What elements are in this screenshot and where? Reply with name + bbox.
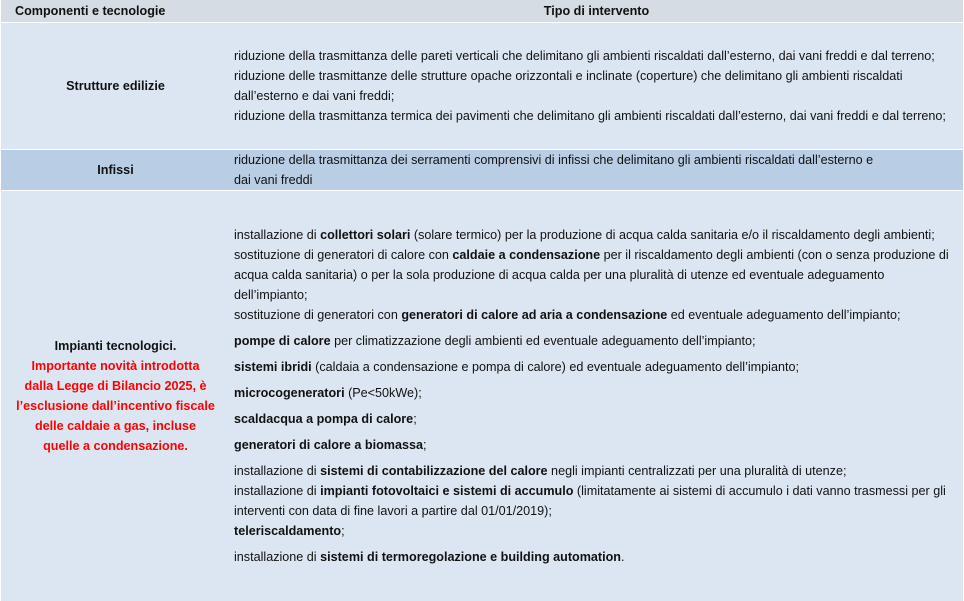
row-label-impianti bbox=[1, 191, 230, 601]
list-item: riduzione della trasmittanza delle pareti verticali che delimitano gli ambienti riscaldati dall’esterno, dai vani freddi e dal terreno; bbox=[234, 49, 935, 63]
list-item: microcogeneratori (Pe<50kWe); bbox=[234, 386, 422, 400]
impianti-title: Impianti tecnologici. bbox=[54, 339, 177, 353]
list-item: riduzione della trasmittanza termica dei pavimenti che delimitano gli ambienti riscaldati dall’esterno, dai vani freddi e dal terreno; bbox=[234, 109, 946, 123]
table-row bbox=[1, 23, 963, 150]
list-item: scaldacqua a pompa di calore; bbox=[234, 412, 417, 426]
list-item: riduzione della trasmittanza dei serramenti comprensivi di infissi che delimitano gli ambienti riscaldati dall’esterno e dai vani freddi bbox=[234, 153, 874, 187]
list-item: installazione di sistemi di contabilizzazione del calore negli impianti centralizzati per una pluralità di utenze; bbox=[234, 464, 847, 478]
row-desc-infissi bbox=[230, 150, 963, 191]
table-row bbox=[1, 150, 963, 191]
list-item: teleriscaldamento; bbox=[234, 524, 345, 538]
list-item: pompe di calore per climatizzazione degli ambienti ed eventuale adeguamento dell’impianto; bbox=[234, 334, 756, 348]
list-item: sostituzione di generatori di calore con caldaie a condensazione per il riscaldamento degli ambienti (con o senza produzione di acqua calda sanitaria) o per la sola produzione di acqua calda per una pluralità di utenze ed eventuale adeguamento dell’impianto; bbox=[234, 248, 949, 302]
list-item: installazione di sistemi di termoregolazione e building automation. bbox=[234, 550, 625, 564]
list-item: riduzione delle trasmittanze delle strutture opache orizzontali e inclinate (coperture) che delimitano gli ambienti riscaldati dall’esterno e dai vani freddi; bbox=[234, 69, 903, 103]
list-item: installazione di impianti fotovoltaici e sistemi di accumulo (limitatamente ai sistemi di accumulo i dati vanno trasmessi per gli interventi con data di fine lavori a partire dal 01/01/2019); bbox=[234, 484, 946, 518]
table-header-row bbox=[1, 0, 963, 23]
list-item: sistemi ibridi (caldaia a condensazione e pompa di calore) ed eventuale adeguamento dell’impianto; bbox=[234, 360, 799, 374]
list-item: sostituzione di generatori con generatori di calore ad aria a condensazione ed eventuale adeguamento dell’impianto; bbox=[234, 308, 901, 322]
list-item: installazione di collettori solari (solare termico) per la produzione di acqua calda sanitaria e/o il riscaldamento degli ambienti; bbox=[234, 228, 935, 242]
row-label-strutture: Strutture edilizie bbox=[1, 23, 230, 150]
table-row bbox=[1, 191, 963, 601]
list-item: generatori di calore a biomassa; bbox=[234, 438, 427, 452]
header-components: Componenti e tecnologie bbox=[1, 0, 230, 23]
row-desc-strutture bbox=[230, 23, 963, 150]
header-intervention-type: Tipo di intervento bbox=[230, 0, 963, 23]
impianti-warning-note: Importante novità introdotta dalla Legge di Bilancio 2025, è l’esclusione dall’incentivo fiscale delle caldaie a gas, incluse quelle a condensazione. bbox=[16, 359, 215, 453]
row-label-infissi: Infissi bbox=[1, 150, 230, 191]
row-desc-impianti bbox=[230, 191, 963, 601]
interventions-table bbox=[1, 0, 963, 601]
